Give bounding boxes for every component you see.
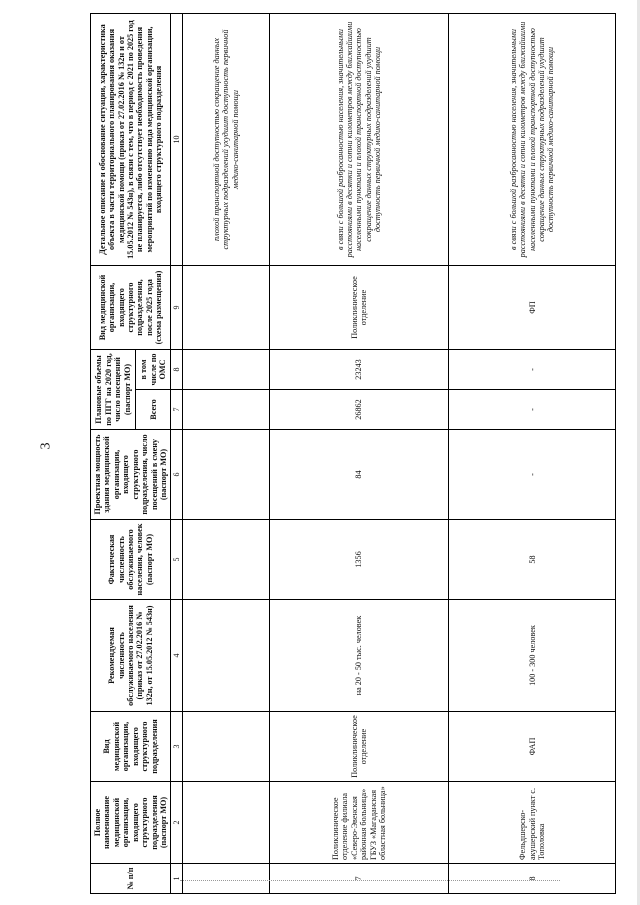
col-number: 6	[171, 430, 183, 520]
cell-name	[183, 782, 270, 864]
col-number: 9	[171, 266, 183, 350]
cell-total	[183, 390, 270, 430]
cell-number: 8	[449, 864, 616, 894]
header-planned-volumes: Плановые объемы по ПГГ на 2020 год, число посещений (паспорт МО)	[91, 350, 136, 430]
col-number: 7	[171, 390, 183, 430]
col-number: 3	[171, 712, 183, 782]
cell-after-2025: ФП	[449, 266, 616, 350]
cell-recommended: на 20 - 50 тыс. человек	[269, 600, 448, 712]
cell-capacity: -	[449, 430, 616, 520]
table-row	[269, 14, 448, 894]
cell-total: -	[449, 390, 616, 430]
header-type-after-2025: Вид медицинской организации, входящего структурного подразделения, после 2025 года (схема размещения)	[91, 266, 171, 350]
cell-description: в связи с большой разбросанностью населения, значительными расстояниями в десятки и сотни километров между ближайшими населенными пунктами и плохой транспортной доступностью сокращение данных структурных подразделений ухудшит доступность первичной медико-санитарной помощи	[269, 14, 448, 266]
cell-number	[183, 864, 270, 894]
header-oms: в том числе по ОМС	[136, 350, 171, 390]
cell-description: плохой транспортной доступностью сокращение данных структурных подразделений ухудшит доступность первичной медико-санитарной помощи	[183, 14, 270, 266]
col-number: 1	[171, 864, 183, 894]
cell-after-2025: Поликлиническое отделение	[269, 266, 448, 350]
cell-type: ФАП	[449, 712, 616, 782]
cell-name: Поликлиническое отделение филиала «Северо-Эвенская районная больница» ГБУЗ «Магаданская областная больница»	[269, 782, 448, 864]
header-number: № п/п	[91, 864, 171, 894]
rotated-table-wrapper	[90, 14, 612, 894]
cell-recommended: 100 - 300 человек	[449, 600, 616, 712]
cell-capacity	[183, 430, 270, 520]
cell-actual	[183, 520, 270, 600]
cell-type	[183, 712, 270, 782]
cell-oms	[183, 350, 270, 390]
column-numbers-row	[171, 14, 183, 894]
table-row	[449, 14, 616, 894]
cell-capacity: 84	[269, 430, 448, 520]
medical-organizations-table	[90, 13, 616, 894]
cell-actual: 1356	[269, 520, 448, 600]
table-row	[183, 14, 270, 894]
footer-dotted-line	[180, 880, 560, 881]
header-recommended-population: Рекомендуемая численность обслуживаемого населения (приказ от 27.02.2016 № 132н, от 15.05.2012 № 543н)	[91, 600, 171, 712]
header-org-type: Вид медицинской организации, входящего структурного подразделения	[91, 712, 171, 782]
cell-after-2025	[183, 266, 270, 350]
header-actual-population: Фактическая численность обслуживаемого населения, человек (паспорт МО)	[91, 520, 171, 600]
cell-total: 26862	[269, 390, 448, 430]
header-total: Всего	[136, 390, 171, 430]
cell-number: 7	[269, 864, 448, 894]
col-number: 4	[171, 600, 183, 712]
col-number: 2	[171, 782, 183, 864]
header-design-capacity: Проектная мощность здания медицинской организации, входящего структурного подразделения, число посещений в смену (паспорт МО)	[91, 430, 171, 520]
cell-name: Фельдшерско-акушерский пункт с. Тополовка	[449, 782, 616, 864]
col-number: 5	[171, 520, 183, 600]
cell-oms: -	[449, 350, 616, 390]
col-number: 10	[171, 14, 183, 266]
cell-oms: 23243	[269, 350, 448, 390]
cell-actual: 58	[449, 520, 616, 600]
col-number: 8	[171, 350, 183, 390]
cell-description: в связи с большой разбросанностью населения, значительными расстояниями в десятки и сотни километров между ближайшими населенными пунктами и плохой транспортной доступностью сокращение данных структурных подразделений ухудшит доступность первичной медико-санитарной помощи	[449, 14, 616, 266]
cell-recommended	[183, 600, 270, 712]
header-row	[91, 14, 136, 894]
cell-type: Поликлиническое отделение	[269, 712, 448, 782]
header-full-name: Полное наименование медицинской организации, входящего структурного подразделения (паспорт МО)	[91, 782, 171, 864]
header-description: Детальное описание и обоснование ситуации, характеристика объекта в части территориального планирования оказания медицинской помощи (приказ от 27.02.2016 № 132н и от 15.05.2012 № 543н), в связи с тем, что в период с 2021 по 2025 год не планируется, либо отсутствует необходимость проведения мероприятий по изменению вида медицинской организации, входящего структурного подразделения	[91, 14, 171, 266]
page-number: 3	[38, 442, 54, 450]
